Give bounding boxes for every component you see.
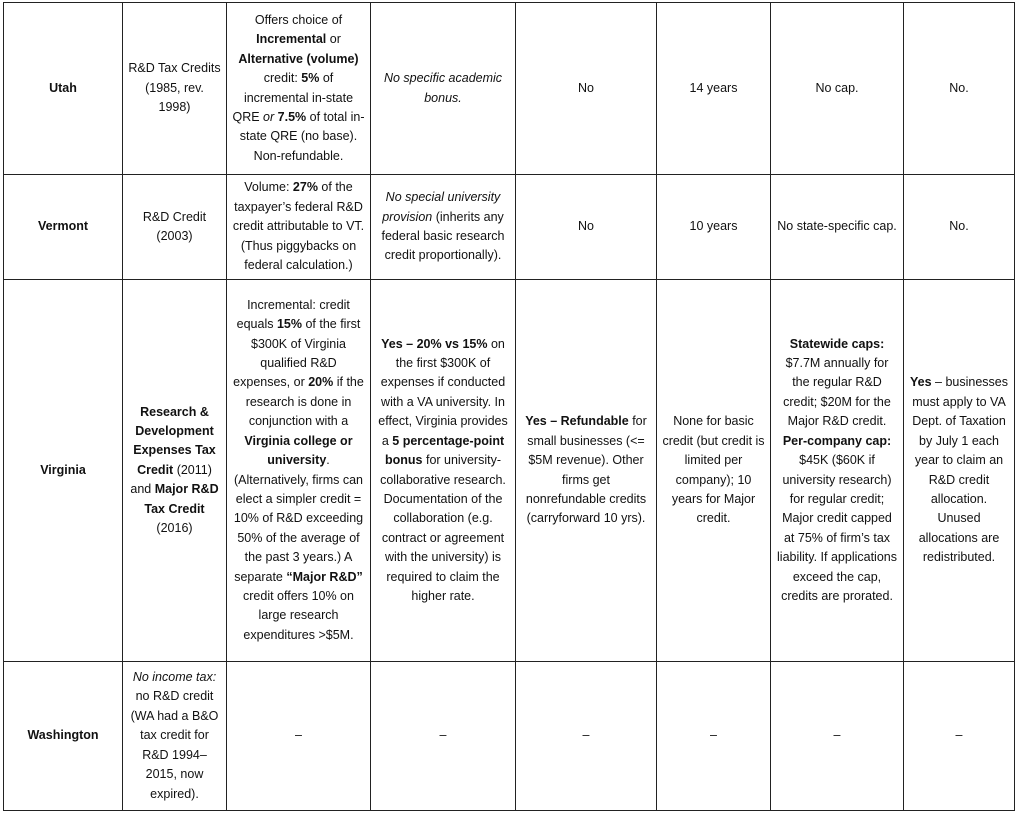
cell-text: of the first $300K of Virginia qualified R&D expenses, or [233,317,361,390]
table-row [4,280,1015,662]
cell-text: 14 years [689,80,738,95]
cell-text: (2016) [156,521,193,536]
refundable-cell [516,662,657,811]
program-cell [123,280,227,662]
state-cell: Washington [4,662,123,811]
emphasis-text: 15% [276,317,302,332]
cell-text: – [295,728,302,743]
carryforward-cell [657,662,771,811]
cell-text: 10 years [689,219,738,234]
cell-text: credit offers 10% on large research expenditures >$5M. [243,588,354,642]
cell-text: if the research is done in conjunction with a [245,375,364,429]
cell-text: No. [949,219,969,234]
application-cell [904,3,1015,175]
cell-text: – [955,728,963,743]
italic-text: No special university provision [382,190,501,224]
emphasis-text: Yes – 20% vs 15% [381,336,488,351]
italic-text: No specific academic bonus. [383,71,503,105]
emphasis-text: “Major R&D” [286,569,363,584]
emphasis-text: Major R&D Tax Credit [144,482,219,516]
emphasis-text: Yes [910,375,932,390]
cap-cell [771,3,904,175]
emphasis-text: 7.5% [277,109,307,124]
emphasis-text: Incremental [256,32,327,47]
application-cell [904,175,1015,280]
refundable-cell [516,280,657,662]
state-cell: Vermont [4,175,123,280]
emphasis-text: 20% [308,375,334,390]
university-bonus-cell [371,662,516,811]
italic-text: or [263,109,275,124]
credit-structure-cell [227,175,371,280]
cell-text: – businesses must apply to VA Dept. of Taxation by July 1 each year to claim an R&D credit allocation. Unused allocations are redistributed. [912,375,1008,565]
emphasis-text: Virginia college or university [244,433,353,468]
cell-text: for small businesses (<= $5M revenue). Other firms get nonrefundable credits (carryforward 10 yrs). [525,414,647,526]
cell-text: of incremental in-state QRE [232,71,354,124]
cell-text: of total in-state QRE (no base). Non-refundable. [239,109,365,163]
cell-text: $45K ($60K if university research) for regular credit; Major credit capped at 75% of firm’s tax liability. If applications exceed the cap, credits are prorated. [777,453,897,603]
application-cell [904,662,1015,811]
cell-text: credit: [263,71,302,86]
carryforward-cell [657,280,771,662]
cell-text: No cap. [815,80,859,95]
refundable-cell [516,3,657,175]
program-cell [123,175,227,280]
carryforward-cell [657,175,771,280]
rd-credit-table [3,2,1015,811]
table-row [4,3,1015,175]
application-cell [904,280,1015,662]
cell-text: No state-specific cap. [777,219,897,234]
cell-text: Offers choice of [254,12,343,27]
emphasis-text: Research & Development Expenses Tax Credit [133,404,216,477]
cell-text: (inherits any federal basic research credit proportionally). [381,209,505,263]
university-bonus-cell [371,3,516,175]
state-cell: Virginia [4,280,123,662]
cell-text: $7.7M annually for the regular R&D credit; $20M for the Major R&D credit. [783,356,891,429]
cap-cell [771,662,904,811]
cell-text: – [582,728,590,743]
carryforward-cell [657,3,771,175]
university-bonus-cell [371,175,516,280]
italic-text: No income tax: [132,670,217,685]
university-bonus-cell [371,280,516,662]
cell-text: R&D Credit (2003) [142,209,207,243]
cell-text: (2011) and [130,462,212,497]
table-row [4,662,1015,811]
emphasis-text: Per-company cap: [782,433,892,448]
cell-text: no R&D credit (WA had a B&O tax credit for R&D 1994–2015, now expired). [130,689,219,801]
cell-text: No [578,219,594,234]
cell-text: None for basic credit (but credit is limited per company); 10 years for Major credit. [662,414,765,526]
cap-cell [771,175,904,280]
cell-text: No. [949,80,969,95]
refundable-cell [516,175,657,280]
cell-text: – [833,728,841,743]
emphasis-text: 27% [292,180,318,195]
emphasis-text: 5 percentage-point bonus [385,433,505,468]
cell-text: R&D Tax Credits (1985, rev. 1998) [128,61,221,115]
credit-structure-cell [227,280,371,662]
emphasis-text: Yes – Refundable [525,414,629,429]
cell-text: of the taxpayer’s federal R&D credit attributable to VT. (Thus piggybacks on federal calculation.) [232,180,365,273]
cell-text: for university-collaborative research. Documentation of the collaboration (e.g. contract or agreement with the university) is required to claim the higher rate. [380,453,506,603]
cell-text: No [578,80,594,95]
table-row [4,175,1015,280]
cap-cell [771,280,904,662]
credit-structure-cell [227,3,371,175]
credit-structure-cell [227,662,371,811]
emphasis-text: Statewide caps: [789,336,885,351]
cell-text: – [439,728,447,743]
cell-text: on the first $300K of expenses if conducted with a VA university. In effect, Virginia provides a [378,336,508,448]
emphasis-text: Alternative (volume) [238,51,359,66]
emphasis-text: 5% [301,71,320,86]
program-cell [123,662,227,811]
cell-text: or [326,32,341,47]
cell-text: . (Alternatively, firms can elect a simpler credit = 10% of R&D exceeding 50% of the average of the past 3 years.) A separate [233,453,364,584]
cell-text: Incremental: credit equals [236,297,350,332]
cell-text: Volume: [244,180,293,195]
cell-text: – [710,728,717,743]
program-cell [123,3,227,175]
state-cell: Utah [4,3,123,175]
